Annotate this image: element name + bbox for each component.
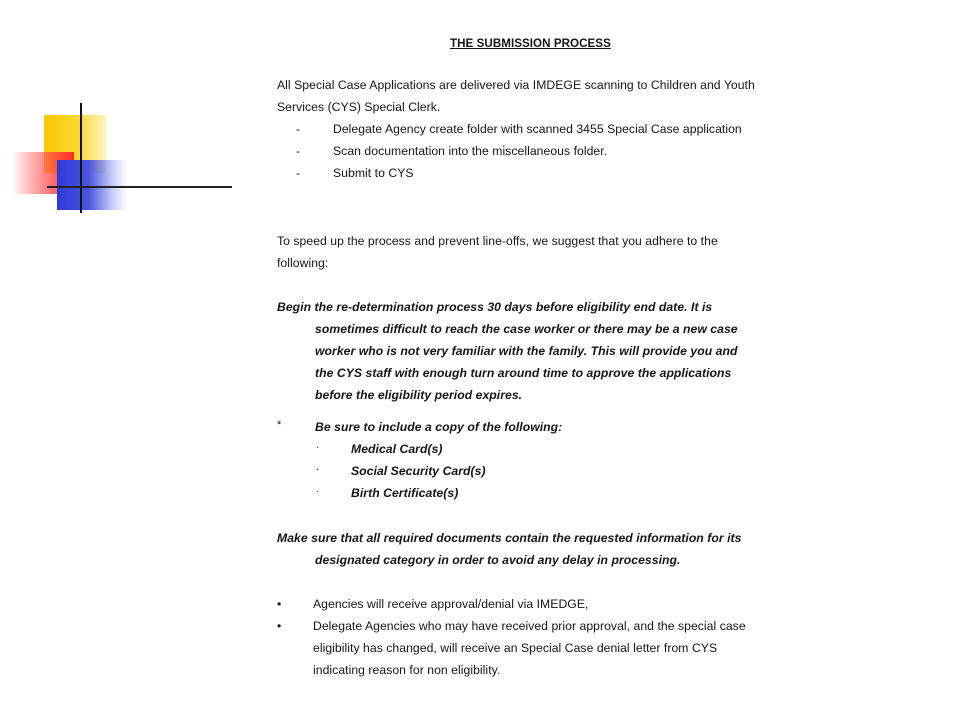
make-sure-paragraph [277, 527, 777, 571]
step-text: Submit to CYS [333, 166, 414, 180]
begin-rest: sometimes difficult to reach the case worker or there may be a new case worker who is not very familiar with the family. This will provide you and the CYS staff with enough turn around time to approve the applications before the eligibility period expires. [315, 322, 738, 402]
bullet-marker: • [277, 597, 282, 611]
step-text: Scan documentation into the miscellaneous folder. [333, 144, 608, 158]
dot-marker: · [316, 442, 320, 453]
step-text: Delegate Agency create folder with scanned 3455 Special Case application [333, 122, 742, 136]
logo-blue-square [57, 160, 127, 210]
dot-marker: · [316, 464, 320, 475]
logo-horizontal-line [47, 186, 232, 188]
dash-marker: - [296, 144, 301, 158]
dash-marker: - [296, 122, 301, 136]
speed-up-paragraph: To speed up the process and prevent line-offs, we suggest that you adhere to the following: [277, 234, 718, 270]
intro-paragraph: All Special Case Applications are delivered via IMDEGE scanning to Children and Youth Services (CYS) Special Clerk. [277, 78, 755, 114]
include-label: Be sure to include a copy of the following: [315, 420, 563, 434]
make-sure-rest: designated category in order to avoid any delay in processing. [315, 553, 681, 567]
list-item [277, 615, 777, 681]
logo-vertical-line [80, 103, 82, 213]
scanned-document [262, 22, 782, 702]
notice-text: Delegate Agencies who may have received prior approval, and the special case eligibility has changed, will receive an Special Case denial letter from CYS indicating reason for non eligibility. [313, 619, 746, 677]
slide-logo [0, 0, 240, 220]
list-item [277, 593, 777, 615]
dash-marker: - [296, 166, 301, 180]
notices-list [277, 593, 777, 681]
document-item: Social Security Card(s) [351, 464, 486, 478]
bullet-marker: • [277, 619, 282, 633]
begin-first-line: Begin the re-determination process 30 days before eligibility end date. It is [277, 300, 713, 314]
asterisk-marker: * [277, 419, 282, 431]
document-title: THE SUBMISSION PROCESS [450, 37, 611, 50]
begin-paragraph [277, 296, 777, 406]
document-item: Birth Certificate(s) [351, 486, 459, 500]
document-item: Medical Card(s) [351, 442, 443, 456]
notice-text: Agencies will receive approval/denial via IMEDGE, [313, 597, 589, 611]
make-sure-first-line: Make sure that all required documents contain the requested information for its [277, 531, 742, 545]
dot-marker: · [316, 486, 320, 497]
